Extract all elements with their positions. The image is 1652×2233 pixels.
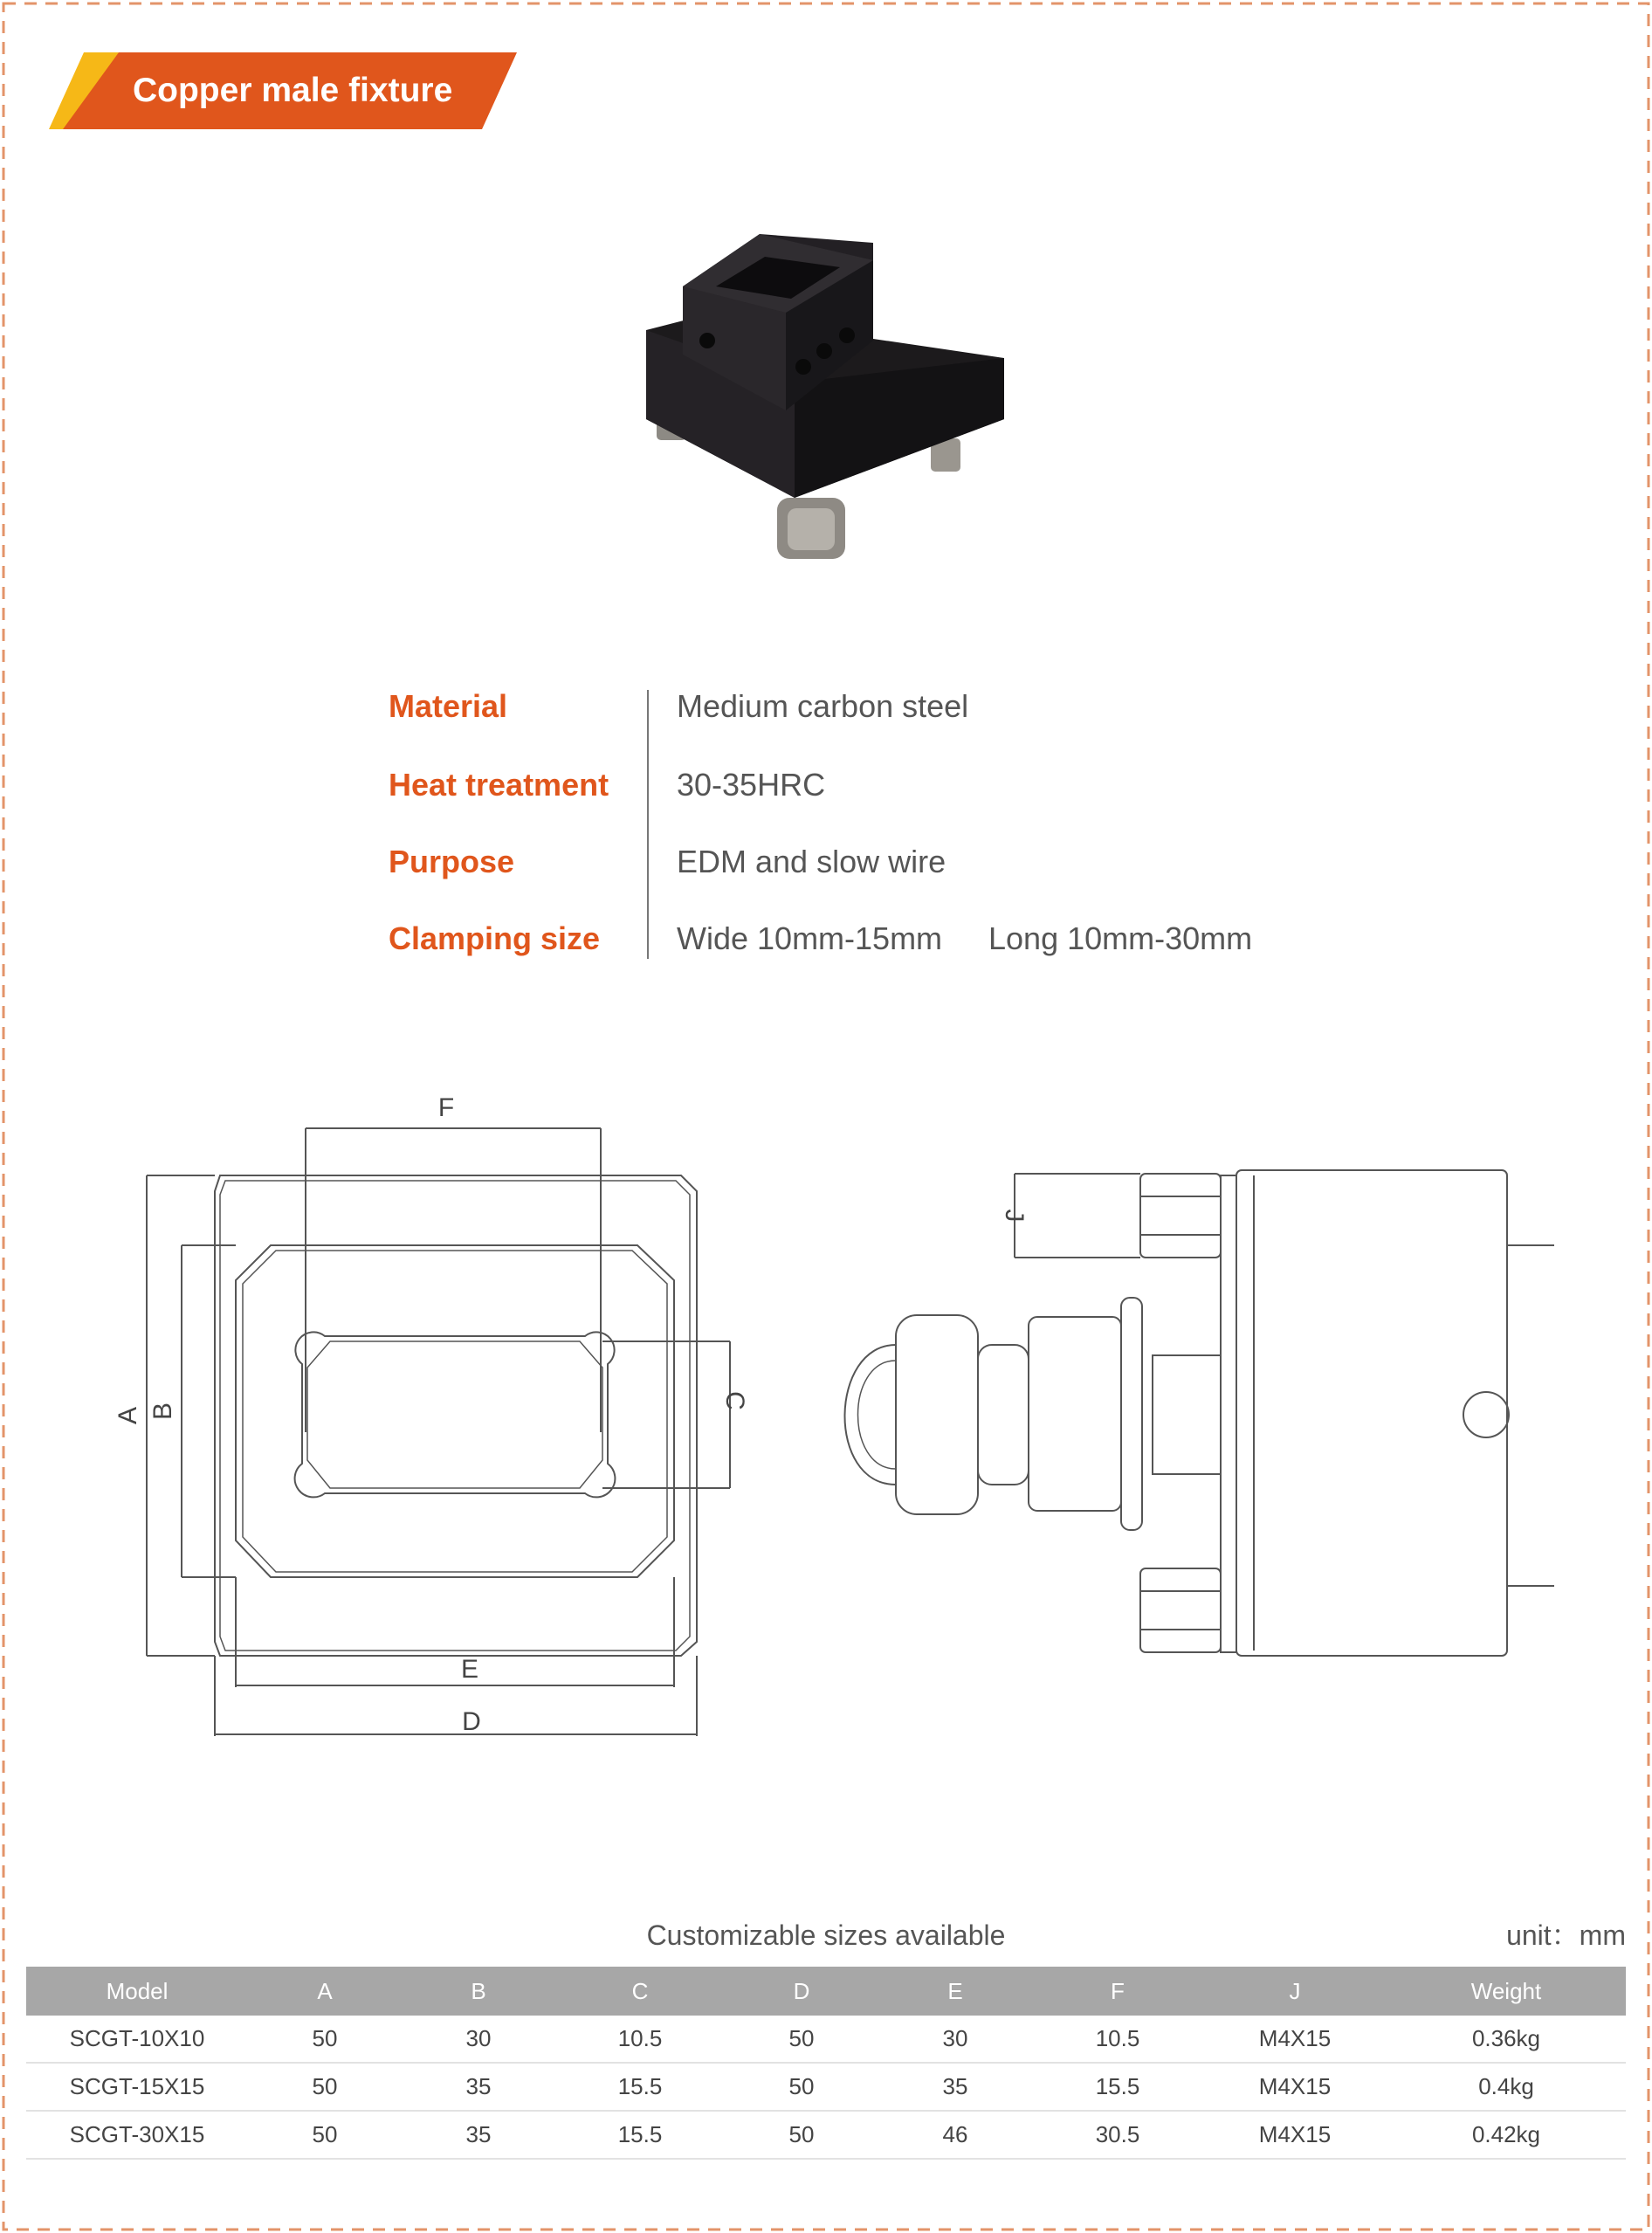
cell-e: 30 [878, 2016, 1032, 2063]
table-caption: Customizable sizes available [646, 1919, 1006, 1951]
side-view [844, 1170, 1554, 1656]
technical-drawing [105, 1083, 1554, 1747]
table-row [26, 2016, 1626, 2063]
header-weight: Weight [1387, 1967, 1626, 2016]
cell-weight: 0.4kg [1387, 2063, 1626, 2111]
cell-c: 15.5 [555, 2063, 725, 2111]
cell-weight: 0.36kg [1387, 2016, 1626, 2063]
cell-a: 50 [248, 2063, 402, 2111]
table-header-row [26, 1967, 1626, 2016]
cell-b: 35 [402, 2063, 555, 2111]
unit-label: unit：mm [1506, 1919, 1626, 1951]
dimension-label-j: J [1000, 1209, 1029, 1223]
page-title: Copper male fixture [133, 72, 453, 109]
purpose-label: Purpose [389, 844, 515, 879]
clamping-wide-value: Wide 10mm-15mm [677, 920, 943, 956]
cell-model: SCGT-10X10 [26, 2016, 248, 2063]
purpose-value: EDM and slow wire [677, 844, 946, 879]
cell-d: 50 [725, 2016, 878, 2063]
front-view [114, 1093, 749, 1736]
cell-f: 30.5 [1032, 2111, 1203, 2159]
cell-f: 15.5 [1032, 2063, 1203, 2111]
dimension-label-c: C [720, 1391, 749, 1410]
cell-j: M4X15 [1203, 2063, 1387, 2111]
header-b: B [402, 1967, 555, 2016]
cell-e: 35 [878, 2063, 1032, 2111]
cell-a: 50 [248, 2111, 402, 2159]
product-photo [637, 210, 1022, 594]
header-e: E [878, 1967, 1032, 2016]
header-d: D [725, 1967, 878, 2016]
cell-a: 50 [248, 2016, 402, 2063]
header-j: J [1203, 1967, 1387, 2016]
table-row [26, 2063, 1626, 2111]
dimension-label-a: A [114, 1406, 142, 1425]
dimension-label-b: B [148, 1402, 177, 1421]
cell-c: 10.5 [555, 2016, 725, 2063]
cell-j: M4X15 [1203, 2016, 1387, 2063]
size-table [26, 1967, 1626, 2160]
table-row [26, 2111, 1626, 2159]
dimension-label-e: E [460, 1655, 479, 1684]
header-f: F [1032, 1967, 1203, 2016]
cell-j: M4X15 [1203, 2111, 1387, 2159]
clamping-size-label: Clamping size [389, 920, 601, 956]
heat-treatment-value: 30-35HRC [677, 767, 826, 803]
cell-c: 15.5 [555, 2111, 725, 2159]
clamping-long-value: Long 10mm-30mm [988, 920, 1253, 956]
cell-d: 50 [725, 2063, 878, 2111]
cell-model: SCGT-15X15 [26, 2063, 248, 2111]
header-c: C [555, 1967, 725, 2016]
material-value: Medium carbon steel [677, 688, 969, 724]
cell-b: 30 [402, 2016, 555, 2063]
spec-divider [647, 690, 649, 959]
dimension-label-d: D [462, 1707, 481, 1736]
dimension-label-f: F [437, 1093, 455, 1122]
cell-d: 50 [725, 2111, 878, 2159]
cell-model: SCGT-30X15 [26, 2111, 248, 2159]
cell-b: 35 [402, 2111, 555, 2159]
header-a: A [248, 1967, 402, 2016]
heat-treatment-label: Heat treatment [389, 767, 609, 803]
cell-weight: 0.42kg [1387, 2111, 1626, 2159]
cell-f: 10.5 [1032, 2016, 1203, 2063]
material-label: Material [389, 688, 508, 724]
header-model: Model [26, 1967, 248, 2016]
cell-e: 46 [878, 2111, 1032, 2159]
